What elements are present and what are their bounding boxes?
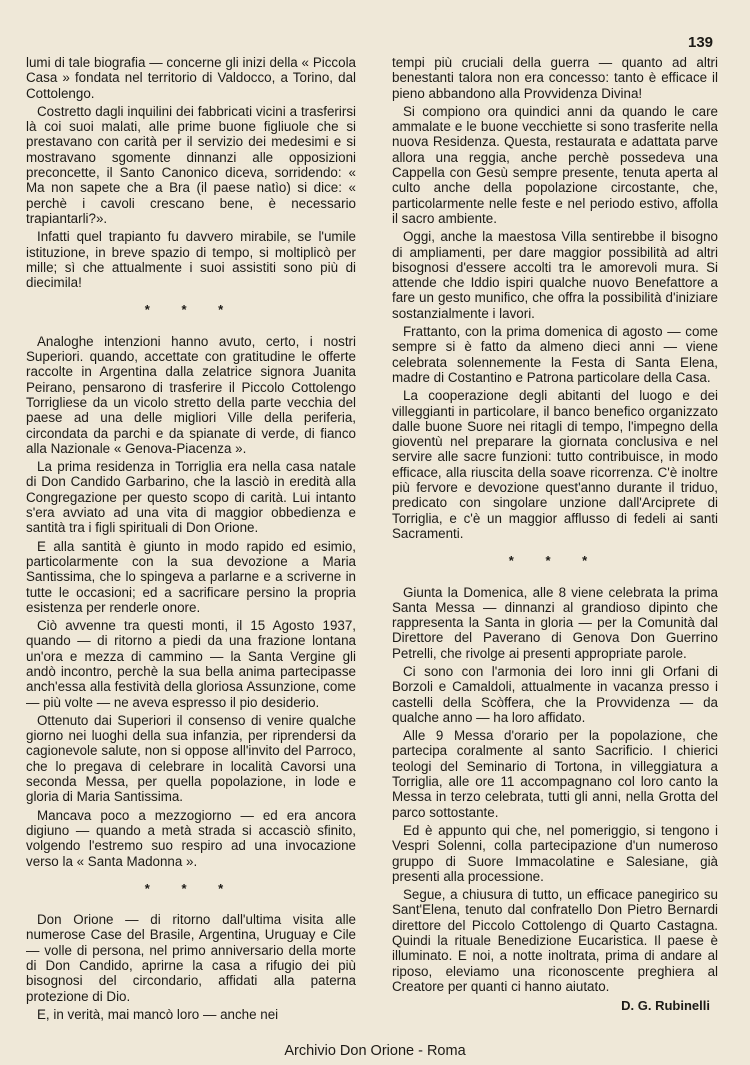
paragraph: Frattanto, con la prima domenica di agosto — come sempre si è fatto da almeno dieci anni — viene celebrata solennemente la Festa di Santa Elena, madre di Costantino e Patrona particolare della Casa. [392, 324, 718, 385]
paragraph: Giunta la Domenica, alle 8 viene celebrata la prima Santa Messa — dinnanzi al grandioso dipinto che rappresenta la Santa in gloria — per la Comunità dal Direttore del Paverano di Genova Don Guerrino Petrelli, che rivolge ai presenti appropriate parole. [392, 584, 718, 661]
paragraph: Alle 9 Messa d'orario per la popolazione, che partecipa coralmente al santo Sacrificio. I chierici teologi del Seminario di Tortona, in villeggiatura a Torriglia, alle ore 11 accompagnano col loro canto la Messa in terzo celebrata, tutti gli anni, nella Grotta del parco sottostante. [392, 728, 718, 820]
paragraph: La prima residenza in Torriglia era nella casa natale di Don Candido Garbarino, che la lasciò in eredità alla Congregazione per questo scopo di carità. Lui intanto s'era avviato ad una vita di maggior obbedienza e santità tra i figli spirituali di Don Orione. [26, 459, 356, 536]
paragraph: Oggi, anche la maestosa Villa sentirebbe il bisogno di ampliamenti, per dare maggior possibilità ad altri bisognosi d'essere accolti tra le amorevoli mura. Si attende che Iddio ispiri qualche nuovo Benefattore a fare un gesto munifico, che offra la possibilità d'iniziare sostanzialmente i lavori. [392, 229, 718, 321]
paragraph: lumi di tale biografia — concerne gli inizi della « Piccola Casa » fondata nel territorio di Valdocco, a Torino, dal Cottolengo. [26, 55, 356, 101]
right-column [392, 55, 718, 1014]
paragraph: Segue, a chiusura di tutto, un efficace panegirico su Sant'Elena, tenuto dal confratello Don Pietro Bernardi direttore del Piccolo Cottolengo di Quarto Castagna. Quindi la rituale Benedizione Eucaristica. Il paese è illuminato. E noi, a notte inoltrata, prima di andare al riposo, eleviamo una riconoscente preghiera al Creatore per quanti ci hanno aiutato. [392, 887, 718, 994]
section-separator: * * * [508, 553, 602, 569]
paragraph: Don Orione — di ritorno dall'ultima visita alle numerose Case del Brasile, Argentina, Uruguay e Cile — volle di persona, nel primo anniversario della morte di Don Candido, aprirne la casa a rifugio dei più bisognosi del circondario, affidati alla paterna protezione di Dio. [26, 912, 356, 1004]
left-column [26, 55, 356, 1025]
paragraph: E, in verità, mai mancò loro — anche nei [37, 1006, 279, 1022]
paragraph: Ci sono con l'armonia dei loro inni gli Orfani di Borzoli e Camaldoli, attualmente in vacanza presso i castelli della Scòffera, che la Provvidenza — da qualche anno — ha loro affidato. [392, 663, 718, 725]
paragraph: E alla santità è giunto in modo rapido ed esimio, particolarmente con la sua devozione a Maria Santissima, che lo spingeva a parlarne e a scriverne in tutte le occasioni; ed a sacrificare persino la propria esistenza per renderle onore. [26, 538, 356, 615]
section-separator: * * * [144, 880, 238, 896]
paragraph: Si compiono ora quindici anni da quando le care ammalate e le buone vecchiette si sono trasferite nella nuova Residenza. Questa, restaurata e adattata parve allora una reggia, anche perchè possedeva una Cappella con Gesù sempre presente, tenuta aperta al culto anche della popolazione circostante, che, particolarmente nelle feste e nel periodo estivo, affolla il sacro ambiente. [392, 103, 718, 226]
paragraph: Ottenuto dai Superiori il consenso di venire qualche giorno nei luoghi della sua infanzia, per riprendersi da cagionevole salute, non si oppose all'invito del Parroco, che lo pregava di celebrare in località Cavorsi una seconda Messa, per quella popolazione, in lode e gloria di Maria Santissima. [26, 712, 356, 805]
paragraph: tempi più cruciali della guerra — quanto ad altri benestanti talora non era concesso: tanto è efficace il pieno abbandono alla Provvidenza Divina! [392, 55, 718, 101]
paragraph: Mancava poco a mezzogiorno — ed era ancora digiuno — quando a metà strada si accasciò sfinito, volgendo l'estremo suo respiro ad una invocazione verso la « Santa Madonna ». [26, 807, 356, 869]
paragraph: Ed è appunto qui che, nel pomeriggio, si tengono i Vespri Solenni, colla partecipazione d'un numeroso gruppo di Suore Immacolatine e Salesiane, già presenti alla processione. [392, 822, 718, 884]
paragraph: Infatti quel trapianto fu davvero mirabile, se l'umile istituzione, in breve spazio di tempo, si moltiplicò per mille; sì che attualmente i suoi assistiti sono più di diecimila! [26, 229, 356, 291]
section-separator: * * * [144, 302, 238, 318]
paragraph: La cooperazione degli abitanti del luogo e dei villeggianti in particolare, il banco benefico organizzato dalle buone Suore nei ritagli di tempo, l'impegno della gioventù nel preparare la giornata conclusiva e nel servire alle sacre funzioni: tutto contribuisce, in modo efficace, alla riuscita della soave ricorrenza. C'è inoltre più fervore e devozione quest'anno durante il triduo, predicato con singolare unzione dall'Arciprete di Torriglia, e c'è un maggior afflusso di fedeli ai santi Sacramenti. [392, 388, 718, 541]
page-number: 139 [688, 34, 714, 51]
paragraph: Analoghe intenzioni hanno avuto, certo, i nostri Superiori. quando, accettate con gratitudine le offerte raccolte in Argentina dalla zelatrice signora Juanita Peirano, pensarono di trasferire il Piccolo Cottolengo Torrigliese da un vicolo stretto della parte vecchia del paese ad una delle migliori Ville della periferia, circondata da parchi e da spianate di verde, di fianco alla Nazionale « Genova-Piacenza ». [26, 333, 356, 456]
paragraph: Costretto dagli inquilini dei fabbricati vicini a trasferirsi là coi suoi malati, alle prime buone figliuole che si prestavano con carità per il servizio dei medesimi e si mostravano sgomente dinnanzi alle opposizioni preconcette, il Santo Canonico diceva, sorridendo: « Ma non sapete che a Bra (il paese natìo) si dice: « perchè i cavoli crescano bene, è necessario trapiantarli?». [26, 103, 356, 226]
paragraph: Ciò avvenne tra questi monti, il 15 Agosto 1937, quando — di ritorno a piedi da una frazione lontana un'ora e mezza di cammino — la Santa Vergine gli andò incontro, perchè la sua bella anima partecipasse anch'essa alla festività della gloriosa Assunzione, come — più volte — ne aveva espresso il pio desiderio. [26, 618, 356, 710]
archive-footer: Archivio Don Orione - Roma [284, 1043, 466, 1059]
author-signature: D. G. Rubinelli [621, 998, 710, 1014]
